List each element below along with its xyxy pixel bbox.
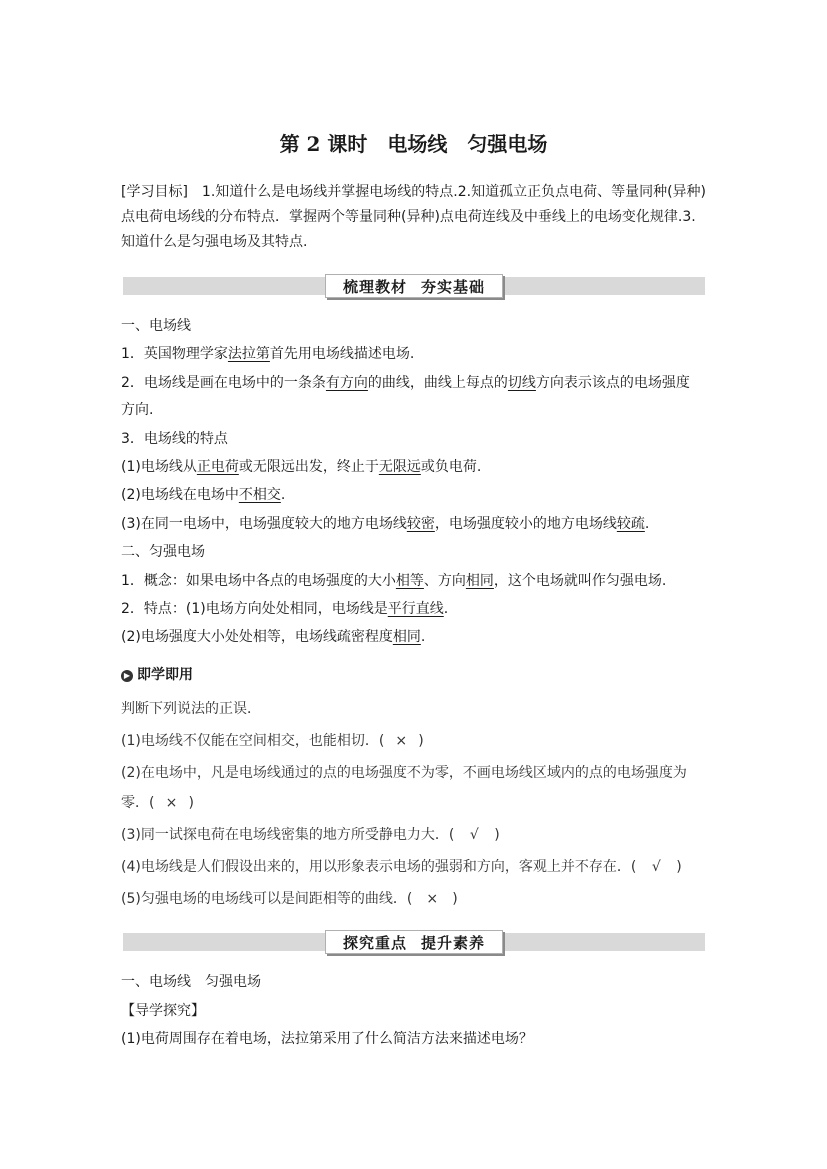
text: 零．( (121, 795, 155, 811)
practice-intro: 判断下列说法的正误． (121, 701, 261, 717)
text: 的曲线，曲线上每点的 (367, 375, 508, 391)
practice-q3 (121, 825, 500, 845)
section-banner-1-left: 梳理教材 (342, 277, 407, 296)
text: ) (676, 859, 682, 875)
text: 2．电场线是画在电场中的一条条 (121, 375, 326, 391)
check-mark-icon: √ (651, 859, 661, 875)
check-mark-icon: √ (469, 827, 479, 843)
answer-blank: 较疏 (616, 516, 645, 532)
feature-1 (121, 457, 481, 477)
play-icon: ▶ (121, 670, 133, 682)
concept-line (121, 571, 666, 591)
feature-line-1 (121, 599, 448, 619)
text: . (443, 601, 449, 617)
answer-blank: 平行直线 (387, 601, 444, 617)
section-banner-2 (123, 933, 705, 951)
text: (1)电场线从 (121, 459, 197, 475)
part1-line2 (121, 373, 690, 393)
text: (4)电场线是人们假设出来的，用以形象表示电场的强弱和方向，客观上并不存在．( (121, 859, 637, 875)
cross-mark-icon: × (395, 733, 408, 749)
text: ，电场强度较小的地方电场线 (434, 516, 617, 532)
part1-line2-cont: 方向. (121, 402, 154, 418)
section-banner-2-label (325, 930, 503, 954)
feature-2 (121, 485, 285, 505)
cross-mark-icon: × (165, 795, 178, 811)
section-banner-2-right: 提升素养 (421, 933, 486, 952)
text: ) (452, 891, 458, 907)
part1-heading: 一、电场线 (121, 318, 191, 334)
text: (5)匀强电场的电场线可以是间距相等的曲线．( (121, 891, 413, 907)
cross-mark-icon: × (426, 891, 439, 907)
text: 或无限远出发，终止于 (238, 459, 379, 475)
answer-blank: 有方向 (325, 375, 368, 391)
text: . (420, 629, 426, 645)
section-banner-2-left: 探究重点 (342, 933, 407, 952)
text: (1)电场线不仅能在空间相交，也能相切．( (121, 733, 385, 749)
text: (2)电场强度大小处处相等，电场线疏密程度 (121, 629, 393, 645)
page-title: 第 2 课时 电场线 匀强电场 (279, 132, 548, 156)
text: 首先用电场线描述电场. (269, 346, 415, 362)
part2-heading: 二、匀强电场 (121, 544, 205, 560)
practice-badge-label: 即学即用 (137, 667, 193, 683)
answer-blank: 切线 (507, 375, 536, 391)
answer-blank: 相同 (465, 573, 494, 589)
answer-blank: 较密 (406, 516, 435, 532)
practice-q5 (121, 889, 458, 909)
text: ) (188, 795, 194, 811)
section-banner-1-right: 夯实基础 (421, 277, 486, 296)
feature-line-2 (121, 627, 425, 647)
practice-badge (121, 665, 193, 685)
part1-line3: 3．电场线的特点 (121, 431, 228, 447)
answer-blank: 法拉第 (227, 346, 270, 362)
section-banner-1 (123, 277, 705, 295)
text: 1．概念：如果电场中各点的电场强度的大小 (121, 573, 396, 589)
answer-blank: 不相交 (238, 487, 281, 503)
inquiry-question-1: (1)电荷周围存在着电场，法拉第采用了什么简洁方法来描述电场？ (121, 1031, 533, 1047)
answer-blank: 正电荷 (196, 459, 239, 475)
learning-objectives: [学习目标] 1.知道什么是电场线并掌握电场线的特点.2.知道孤立正负点电荷、等量同种(异种)点电荷电场线的分布特点．掌握两个等量同种(异种)点电荷连线及中垂线上的电场变化规律.3.知道什么是匀强电场及其特点. (121, 184, 707, 250)
text: (3)同一试探电荷在电场线密集的地方所受静电力大．( (121, 827, 455, 843)
practice-q1 (121, 731, 424, 751)
text: 、方向 (423, 573, 466, 589)
text: . (644, 516, 650, 532)
text: 1．英国物理学家 (121, 346, 228, 362)
text: ) (418, 733, 424, 749)
text: ) (494, 827, 500, 843)
section-banner-1-label (325, 274, 503, 298)
part1-line1 (121, 344, 414, 364)
answer-blank: 无限远 (378, 459, 421, 475)
practice-q2-cont (121, 793, 194, 813)
text: ，这个电场就叫作匀强电场. (493, 573, 667, 589)
answer-blank: 相同 (392, 629, 421, 645)
guided-inquiry-tag: 【导学探究】 (121, 1003, 205, 1019)
practice-q2: (2)在电场中，凡是电场线通过的点的电场强度不为零，不画电场线区域内的点的电场强度为 (121, 765, 687, 781)
text: (2)电场线在电场中 (121, 487, 239, 503)
text: (3)在同一电场中，电场强度较大的地方电场线 (121, 516, 407, 532)
practice-q4 (121, 857, 682, 877)
text: 或负电荷. (420, 459, 482, 475)
text: 2．特点：(1)电场方向处处相同，电场线是 (121, 601, 388, 617)
text: 方向表示该点的电场强度 (535, 375, 690, 391)
feature-3 (121, 514, 649, 534)
answer-blank: 相等 (395, 573, 424, 589)
part3-heading: 一、电场线 匀强电场 (121, 974, 261, 990)
text: . (280, 487, 286, 503)
